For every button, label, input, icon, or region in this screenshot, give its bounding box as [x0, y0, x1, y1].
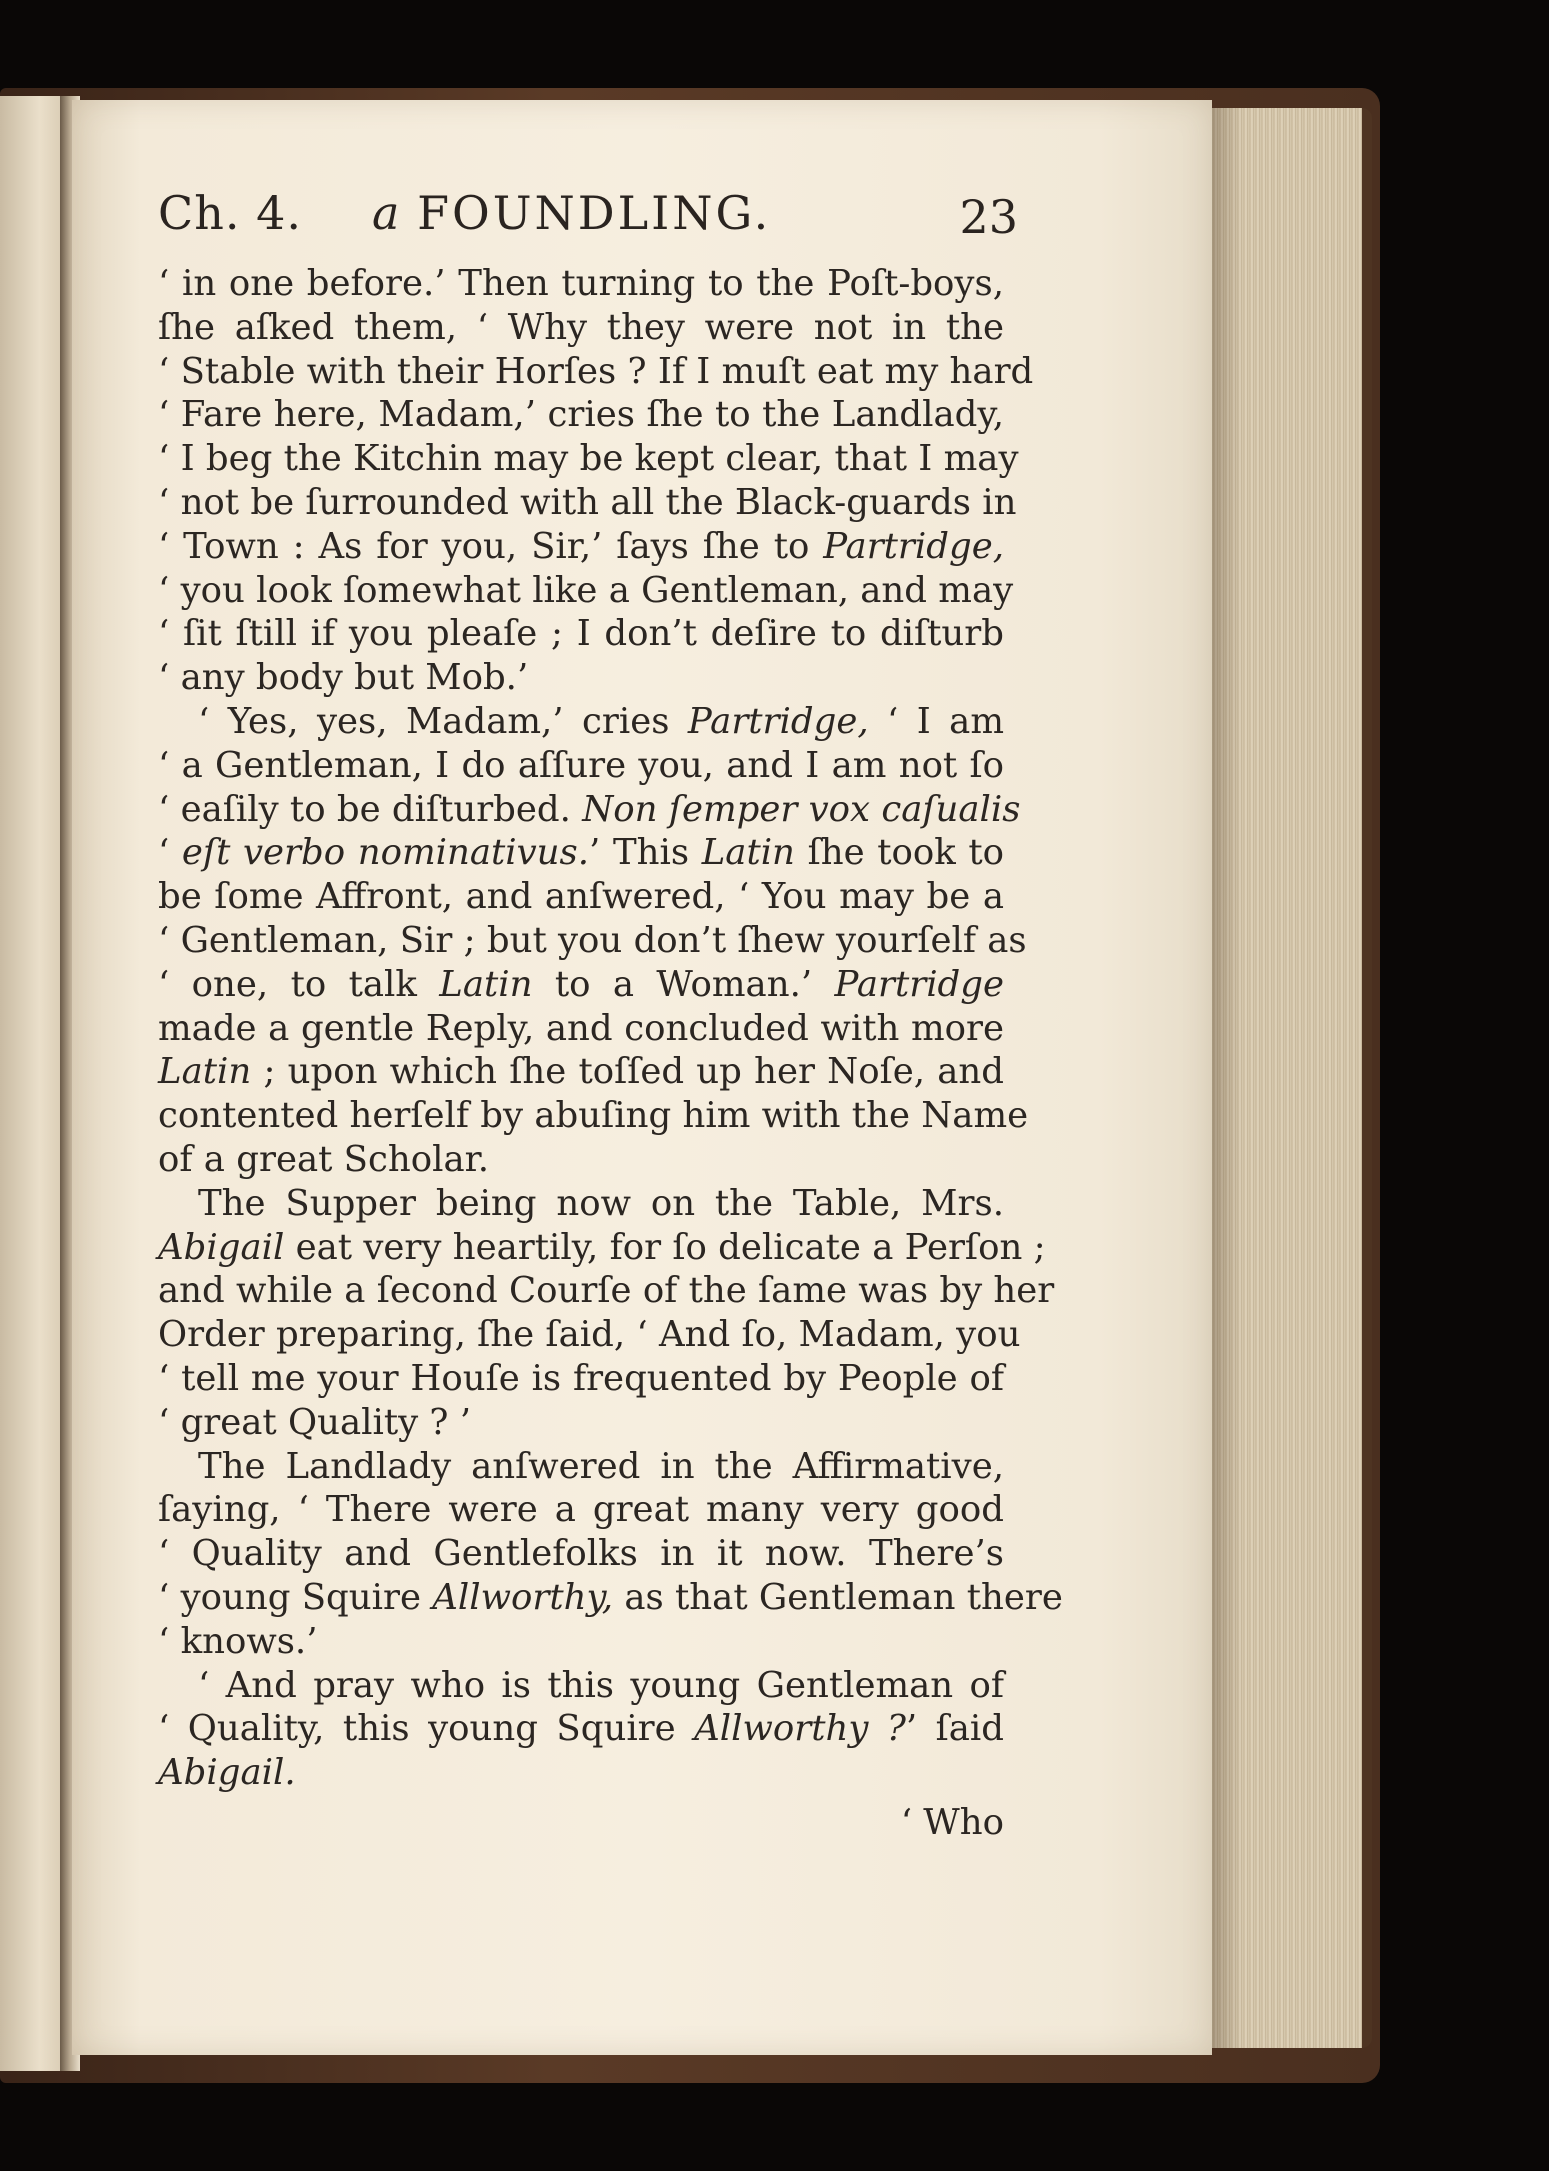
text-run: ‘ any body but Mob.’ [158, 657, 529, 699]
text-run: ‘ Gentleman, Sir ; but you don’t ſhew yourſelf as [158, 919, 1027, 961]
page-number: 23 [959, 190, 1018, 244]
text-run: ‘ tell me your Houſe is frequented by People of [158, 1357, 1004, 1399]
text-run: ‘ eaſily to be diſturbed. [158, 788, 583, 830]
text-line [158, 1138, 1004, 1182]
text-run: ſhe aſked them, ‘ Why they were not in the [158, 306, 1004, 348]
text-line [158, 656, 1004, 700]
text-run: ‘ Quality, this young Squire [158, 1708, 695, 1750]
page-edge-shadow [1212, 108, 1242, 2048]
text-run: and while a ſecond Courſe of the ſame was by her [158, 1270, 1055, 1312]
text-run: Allworthy ? [694, 1708, 906, 1750]
text-run: ‘ young Squire [158, 1576, 433, 1618]
text-run: to a Woman.’ [532, 963, 835, 1005]
text-line [158, 1269, 1055, 1313]
text-line [158, 1050, 1004, 1094]
text-run: Latin [439, 963, 533, 1005]
text-run: Partridge, [823, 525, 1004, 567]
text-run: ‘ great Quality ? ’ [158, 1401, 472, 1443]
text-run: ; upon which ſhe toſſed up her Noſe, and [251, 1051, 1004, 1093]
left-page-edge [0, 96, 68, 2071]
text-run: ſhe took to [794, 832, 1004, 874]
text-line [158, 744, 1004, 788]
text-line [158, 1007, 1004, 1051]
text-run: Partridge [834, 963, 1005, 1005]
text-line [158, 788, 1021, 832]
text-run: Order preparing, ſhe ſaid, ‘ And ſo, Madam, you [158, 1314, 1021, 1356]
text-run: be ſome Affront, and anſwered, ‘ You may be a [158, 876, 1004, 918]
text-line [158, 700, 1004, 744]
chapter-label: Ch. 4. [158, 186, 302, 240]
text-run: ‘ Fare here, Madam,’ cries ſhe to the Landlady, [158, 394, 1004, 436]
text-line [158, 612, 1004, 656]
text-line [158, 1488, 1004, 1532]
text-line [158, 569, 1014, 613]
text-line [158, 919, 1027, 963]
text-line [158, 1576, 1063, 1620]
running-title-text: FOUNDLING. [417, 186, 772, 240]
text-run: ‘ Town : As for you, Sir,’ ſays ſhe to [158, 525, 824, 567]
text-run: The Supper being now on the Table, Mrs. [198, 1182, 1004, 1224]
text-line [158, 350, 1034, 394]
text-run: ‘ Quality and Gentlefolks in it now. There’s [158, 1533, 1004, 1575]
text-line [158, 306, 1004, 350]
text-run: ‘ I am [868, 700, 1004, 742]
text-run: ‘ [158, 832, 182, 874]
text-run: ‘ a Gentleman, I do aſſure you, and I am not ſo [158, 744, 1004, 786]
text-line [158, 831, 1004, 875]
text-line [158, 1620, 1004, 1664]
running-title [372, 186, 771, 240]
text-run: ’ ſaid [905, 1708, 1004, 1750]
text-line [158, 1445, 1004, 1489]
text-run: Partridge, [687, 700, 869, 742]
catchword: ‘ Who [900, 1802, 1004, 1843]
text-line [158, 262, 1004, 306]
text-run: ‘ I beg the Kitchin may be kept clear, that I may [158, 438, 1019, 480]
text-run: ‘ ſit ſtill if you pleaſe ; I don’t deſire to diſturb [158, 613, 1004, 655]
text-run: Abigail. [158, 1752, 296, 1794]
text-run: made a gentle Reply, and concluded with more [158, 1007, 1004, 1049]
text-line [158, 1182, 1004, 1226]
text-run: Non ſemper vox caſualis [582, 788, 1021, 830]
text-line [158, 525, 1004, 569]
text-line [158, 393, 1004, 437]
text-run: eſt verbo nominativus. [181, 832, 590, 874]
body-text [158, 262, 1063, 1795]
text-run: ‘ one, to talk [158, 963, 440, 1005]
text-run: ‘ not be ſurrounded with all the Black-guards in [158, 481, 1017, 523]
text-line [158, 1313, 1021, 1357]
text-run: ‘ in one before.’ Then turning to the Poſt-boys, [158, 263, 1004, 304]
text-line [158, 481, 1017, 525]
text-run: The Landlady anſwered in the Affirmative, [198, 1445, 1004, 1487]
text-run: of a great Scholar. [158, 1138, 489, 1180]
text-run: ‘ Stable with their Horſes ? If I muſt eat my hard [158, 350, 1034, 392]
text-run: eat very heartily, for ſo delicate a Perſon ; [284, 1226, 1046, 1268]
text-run: ‘ knows.’ [158, 1620, 318, 1662]
text-run: contented herſelf by abuſing him with the Name [158, 1095, 1029, 1137]
text-run: Latin [158, 1051, 252, 1093]
text-line [158, 875, 1004, 919]
text-line [158, 1094, 1029, 1138]
text-run: Latin [701, 832, 795, 874]
text-run: ‘ And pray who is this young Gentleman of [198, 1664, 1004, 1706]
text-line [158, 1357, 1004, 1401]
running-title-article: a [372, 186, 400, 240]
text-line [158, 1707, 1004, 1751]
text-run: ſaying, ‘ There were a great many very good [158, 1489, 1004, 1531]
text-line [158, 437, 1019, 481]
text-line [158, 1532, 1004, 1576]
text-run: as that Gentleman there [613, 1576, 1063, 1618]
text-line [158, 1401, 1004, 1445]
text-line [158, 1664, 1004, 1708]
text-line [158, 963, 1004, 1007]
text-run: Allworthy, [432, 1576, 614, 1618]
text-line [158, 1226, 1046, 1270]
running-header [158, 186, 1018, 256]
text-run: ‘ you look ſomewhat like a Gentleman, and may [158, 569, 1014, 611]
text-line [158, 1751, 1004, 1795]
text-run: ’ This [589, 832, 702, 874]
text-run: ‘ Yes, yes, Madam,’ cries [198, 700, 688, 742]
text-run: Abigail [158, 1226, 285, 1268]
